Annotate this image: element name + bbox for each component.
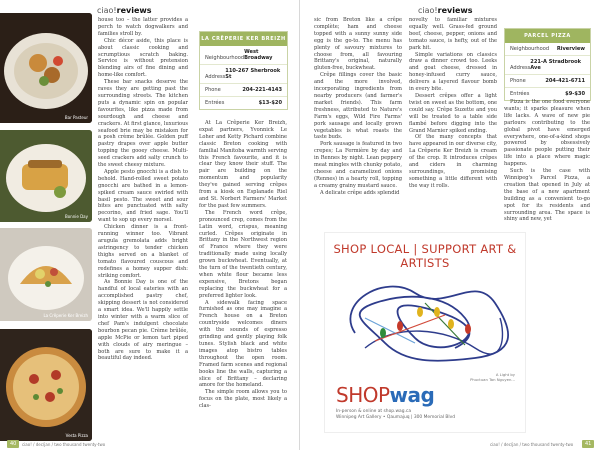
restaurant-info-card — [504, 28, 591, 101]
ad-info-line: In-person & online at shop.wag.ca — [336, 409, 412, 414]
paragraph: Simple variations on classics draw a dinner crowd too. Leeks and goat cheese, dressed in honey-infused curry sauce, delivers a layered flavour bomb in every bite. — [409, 51, 497, 93]
paragraph: A sidewalk facing space furnished as one may imagine a French house on a Breton countryside welcomes diners with the sounds of espresso grinding and gently playing folk tunes. Stylish black and white images atop bistro tables throughout the open room. Framed farm scenes and regional books line the walls, capturing a slice of Brittany – declaring amore for the homeland. — [199, 299, 287, 389]
row-label: Phone — [510, 78, 526, 84]
logo-wag: wag — [389, 383, 435, 407]
ad-headline: SHOP LOCAL | SUPPORT ART & ARTISTS — [333, 242, 517, 270]
logo-shop: SHOP — [336, 383, 390, 407]
dish-image — [0, 13, 92, 123]
row-label: Entrées — [205, 100, 225, 106]
paragraph: Such is the case with Winnipeg's Parcel Pizza, a creation that opened in July at the base of a new apartment building as a convenient to-go spot for its residents and surrounding area. The space is shiny and new, yet — [504, 168, 590, 223]
ad-info-line: Winnipeg Art Gallery • Qaumajuq | 300 Memorial Blvd — [336, 415, 455, 420]
row-label: Neighbourhood — [510, 46, 550, 52]
paragraph: novelty to familiar mixtures equally well. Grass-fed ground beef, cheese, pepper, onions and tomato sauce, is hefty, out of the park hit. — [409, 17, 497, 51]
paragraph: The French word crêpe, pronounced crep, comes from the Latin word, crispus, meaning curled. Crêpes originate in Brittany in the Northwest region of France where they were traditionally made using locally grown buckwheat. Eventually, at the turn of the twentieth century, when white flour became less expensive, Bretons began replacing the buckwheat for a preferred lighter look. — [199, 209, 287, 299]
masthead-section: reviews — [116, 6, 152, 15]
food-photo-bonnie-day — [0, 130, 92, 222]
row-value: 204-421-6711 — [545, 78, 585, 84]
paragraph: These bar snacks deserve the raves they are getting past the surrounding streets. The kitchen puts a dynamic spin on popular favourites, like pizza made from sourdough and cheese and crackers. At first glance, luxurious seafood brie may be mistaken for a posh crème brûlée. Golden puff pastry drapes over apple butter topping the gooey cheese. Multi-seed crackers add salty crunch to the sweet cheesy mixture. — [98, 79, 188, 169]
card-title: PARCEL PIZZA — [505, 29, 590, 43]
paragraph: Crêpe fillings cover the basic and the more involved, incorporating ingredients from nearby producers (and farmer's market friends). This farm freshness, attributed to Nature's Farm's eggs, Wild Fire Farms' pork sausage and locally grown vegetables is what roasts the taste buds. — [314, 72, 402, 141]
paragraph: A delicate crêpe adds splendid — [320, 189, 400, 196]
card-row-address — [200, 65, 287, 84]
paragraph: As Bonnie Day is one of the handful of local eateries with an accomplished pastry chef, skipping dessert is not considered a smart idea. We'll happily settle into winter with a warm slice of chef Pam's indulgent chocolate bourbon pecan pie. Crème brûlée, apple McPie or lemon tart piped with clouds of airy meringue – both are sure to make it a beautiful day indeed. — [98, 279, 188, 362]
card-row-address — [505, 56, 590, 75]
masthead-left — [97, 6, 152, 15]
paragraph: Pork sausage is featured in two crepes; La Fermière by day and in Rennes by night. Lean peppery meat mingles with chunky potato, cheese and caramelized onions (Rennes) in a hearty roll, topping a creamy grainy mustard sauce. — [314, 141, 402, 189]
paragraph: sic from Breton like a crêpe complète; ham and cheese topped with a sunny sunny side egg is the go-to. The menu has plenty of savoury mixtures to choose from, all favouring Brittany's original, naturally gluten-free, buckwheat. — [314, 17, 402, 72]
article-column — [409, 17, 497, 190]
row-label: Address — [205, 74, 226, 80]
paragraph: Of the many concepts that have appeared in our diverse city, La Crêperie Ker Breizh is cream of the crop. It introduces crêpes and ciders in charming surroundings, promising something a little different with the way it rolls. — [409, 134, 497, 189]
masthead-section: reviews — [437, 6, 473, 15]
paragraph: Chicken dinner is a front-running winner too. Vibrant arugula gremolata adds bright astringency to tender chicken thighs served on a blanket of tomato flavoured couscous and redefines a homey supper dish: striking comfort. — [98, 224, 188, 279]
article-column — [314, 17, 402, 197]
shopwag-logo — [336, 383, 434, 407]
article-column — [199, 120, 287, 410]
row-value: 110-267 Sherbrook St — [225, 68, 281, 80]
row-value: West Broadway — [244, 49, 273, 61]
ad-credit — [470, 372, 515, 382]
photo-caption: Bar Pasteur — [64, 115, 88, 120]
restaurant-info-card — [199, 31, 288, 110]
dish-image — [0, 228, 92, 321]
credit-line: Phuctuan Tan Nguyen... — [470, 377, 515, 382]
paragraph: Chic décor aside, this place is about classic cooking and scrumptious scratch baking. Service is without pretension blending airs of fine dining and home-like comfort. — [98, 37, 188, 79]
masthead-brand: ciao! — [418, 6, 438, 15]
row-value: Riverview — [556, 46, 585, 52]
page-number-right: 41 — [582, 440, 594, 448]
food-photo-la-creperie — [0, 228, 92, 321]
photo-caption: Vesta Pizza — [65, 433, 88, 438]
row-label: Entrées — [510, 91, 530, 97]
card-row-neighbourhood — [505, 43, 590, 56]
page-number-left: 40 — [7, 440, 19, 448]
card-row-phone — [505, 75, 590, 88]
row-value: $9-$30 — [565, 91, 585, 97]
row-label: Phone — [205, 87, 221, 93]
photo-caption: Bonnie Day — [64, 214, 88, 219]
dish-image — [0, 329, 92, 441]
row-value: 221-A Stradbrook Ave — [530, 59, 582, 71]
masthead-brand: ciao! — [97, 6, 117, 15]
row-value: 204-221-4143 — [242, 87, 282, 93]
footer-left: ciao! / dec/jan / two thousand twenty-two — [22, 442, 106, 447]
dish-image — [0, 130, 92, 222]
paragraph: At La Crêperie Ker Breizh, expat partners, Yvonnick Le Loher and Ketty Pichard combine classic Breton cooking with familial Manitoba warmth serving this French favourite, and it is clear they know their stuff. The pair are building on the momentum and popularity they've gained serving crêpes from a kiosk on Esplanade Riel and St. Norbert Farmers' Market for the past few summers. — [199, 120, 287, 209]
ad-info — [336, 409, 455, 421]
card-row-neighbourhood — [200, 46, 287, 65]
paragraph: Apple pesto gnocchi is a dish to behold. Hand-rolled sweet potato gnocchi are bathed in a lemon-spiked cream sauce swirled with basil pesto. The sweet and sour bites are punctuated with salty pecorino, and fried sage. You'll want to sop up every morsel. — [98, 168, 188, 224]
row-value: $13-$20 — [258, 100, 282, 106]
row-label: Neighbourhood — [205, 55, 245, 61]
paragraph: Dessert crêpes offer a light twist on sweet as the bottom, one could say. Crêpe Suzette and you will be treated to a table side flambé before digging into the Grand Marnier spiked ending. — [409, 92, 497, 134]
tangled-cord-illustration — [325, 263, 525, 373]
paragraph: Pizza is the one food everyone wants; it sparks pleasure when life lacks. A wave of new pie parlours contributing to the global pivot have emerged everywhere, one-of-a-kind shops powered by obsessively passionate people putting their life into a place where magic happens. — [504, 99, 590, 168]
food-photo-bar-pasteur — [0, 13, 92, 123]
food-photo-vesta-pizza — [0, 329, 92, 441]
row-label: Address — [510, 65, 531, 71]
card-title: LA CRÊPERIE KER BREIZH — [200, 32, 287, 46]
paragraph: The simple room allows you to focus on the plate, most likely a clas- — [199, 389, 287, 410]
paragraph: house too – the latter provides a perch to watch dogwalkers and families stroll by. — [98, 17, 188, 37]
card-row-phone — [200, 84, 287, 97]
article-column — [98, 17, 188, 362]
masthead-right — [418, 6, 473, 15]
footer-right: ciao! / dec/jan / two thousand twenty-two — [490, 442, 574, 447]
shop-wag-advertisement — [324, 232, 526, 433]
photo-caption: La Crêperie Ker Breizh — [43, 313, 88, 318]
card-row-entrees — [200, 97, 287, 109]
credit-line: A Light by — [495, 372, 515, 377]
article-column — [504, 99, 590, 223]
